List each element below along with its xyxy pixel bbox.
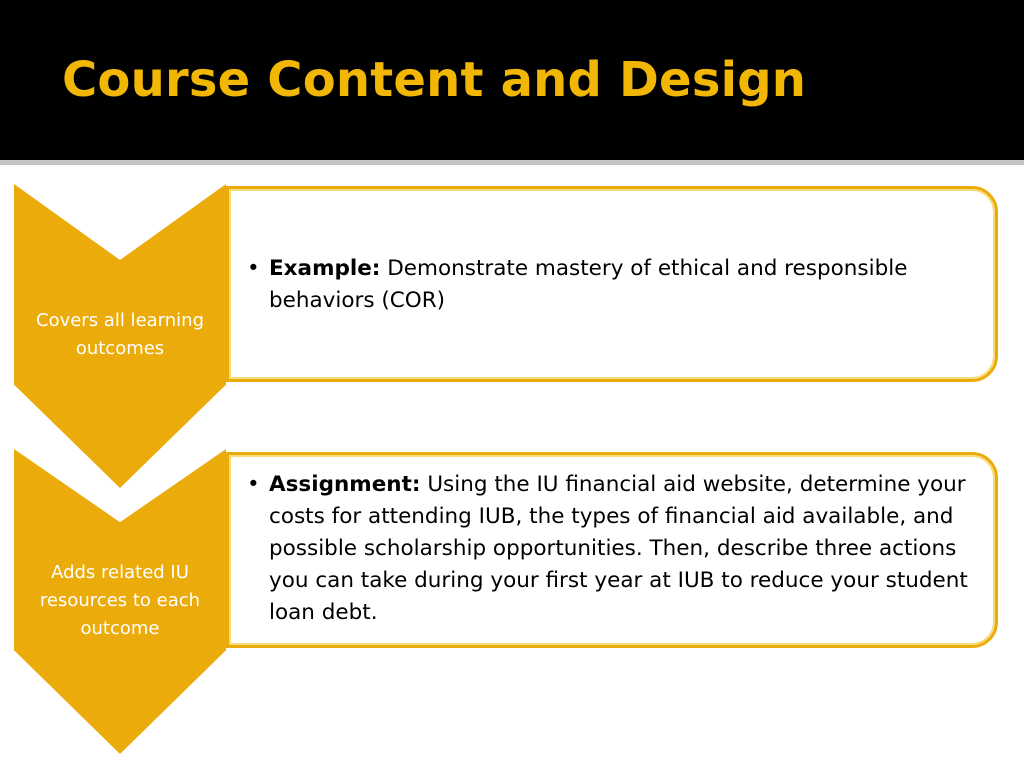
- bullet-heading: Example:: [269, 256, 381, 281]
- bullet-icon: •: [247, 256, 260, 281]
- bullet-icon: •: [247, 472, 260, 497]
- bullet-item: [247, 253, 985, 317]
- bullet-item: [247, 469, 985, 629]
- bullet-text: Demonstrate mastery of ethical and responsible behaviors (COR): [269, 256, 908, 313]
- content-box: [226, 186, 998, 382]
- title-divider-highlight: [0, 165, 1024, 168]
- title-bar: [0, 0, 1024, 160]
- chevron-label: Adds related IU resources to each outcome: [39, 562, 201, 639]
- bullet-text: Using the IU financial aid website, determine your costs for attending IUB, the types of financial aid available, and possible scholarship opportunities. Then, describe three actions you can take during your first year at IUB to reduce your student loan debt.: [269, 472, 968, 625]
- slide-title: Course Content and Design: [62, 52, 807, 108]
- bullet-heading: Assignment:: [269, 472, 421, 497]
- chevron-label: Covers all learning outcomes: [36, 310, 204, 359]
- content-box: [226, 452, 998, 648]
